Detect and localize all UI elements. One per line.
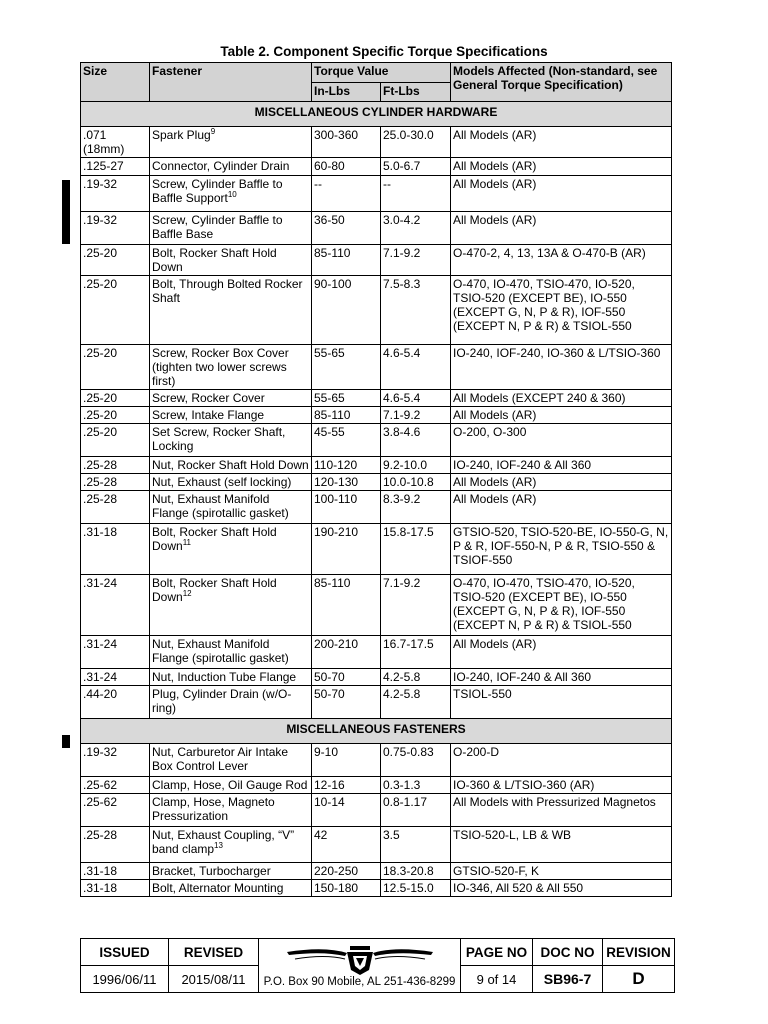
models-cell: All Models (AR) (451, 158, 672, 176)
ft-lbs-cell: 5.0-6.7 (381, 158, 451, 176)
fastener-cell (150, 827, 312, 863)
fastener-text: Bolt, Alternator Mounting (152, 881, 284, 895)
size-cell: .19-32 (81, 212, 150, 245)
size-cell: .25-28 (81, 474, 150, 491)
fastener-cell (150, 474, 312, 491)
in-lbs-cell: 55-65 (312, 390, 381, 407)
fastener-text: Connector, Cylinder Drain (152, 159, 290, 173)
in-lbs-cell: 50-70 (312, 686, 381, 719)
fastener-text: Spark Plug (152, 128, 211, 142)
models-cell: O-200-D (451, 744, 672, 777)
fastener-cell (150, 744, 312, 777)
size-cell: .31-24 (81, 669, 150, 686)
ft-lbs-cell: 7.5-8.3 (381, 276, 451, 345)
table-row (81, 794, 672, 827)
table-row (81, 575, 672, 636)
models-cell: TSIO-520-L, LB & WB (451, 827, 672, 863)
models-cell: All Models (AR) (451, 474, 672, 491)
size-cell: .25-20 (81, 407, 150, 424)
table-row (81, 345, 672, 390)
table-row (81, 636, 672, 669)
size-cell: .31-24 (81, 575, 150, 636)
page-no-label: PAGE NO (461, 939, 533, 966)
fastener-text: Screw, Cylinder Baffle to Baffle Support (152, 177, 283, 205)
in-lbs-cell: 100-110 (312, 491, 381, 524)
table-row (81, 669, 672, 686)
footer-address: P.O. Box 90 Mobile, AL 251-436-8299 (263, 976, 456, 988)
in-lbs-cell: 10-14 (312, 794, 381, 827)
footnote-ref: 11 (182, 538, 191, 547)
fastener-cell (150, 457, 312, 474)
in-lbs-cell: 150-180 (312, 880, 381, 897)
fastener-text: Clamp, Hose, Oil Gauge Rod (152, 778, 308, 792)
size-cell: .19-32 (81, 744, 150, 777)
size-cell: .25-28 (81, 491, 150, 524)
models-cell: IO-346, All 520 & All 550 (451, 880, 672, 897)
ft-lbs-cell: 0.3-1.3 (381, 777, 451, 794)
in-lbs-cell: 45-55 (312, 424, 381, 457)
section-header (81, 102, 672, 127)
ft-lbs-cell: 8.3-9.2 (381, 491, 451, 524)
ft-lbs-cell: 16.7-17.5 (381, 636, 451, 669)
table-row (81, 276, 672, 345)
ft-lbs-cell: 7.1-9.2 (381, 407, 451, 424)
models-cell: O-470-2, 4, 13, 13A & O-470-B (AR) (451, 245, 672, 276)
table-row (81, 744, 672, 777)
in-lbs-cell: 85-110 (312, 245, 381, 276)
table-row (81, 424, 672, 457)
footnote-ref: 9 (210, 127, 216, 136)
section-title: MISCELLANEOUS FASTENERS (81, 719, 672, 744)
ft-lbs-cell: 12.5-15.0 (381, 880, 451, 897)
fastener-cell (150, 390, 312, 407)
header-size: Size (81, 63, 150, 102)
in-lbs-cell: 85-110 (312, 407, 381, 424)
table-title: Table 2. Component Specific Torque Specifications (220, 44, 548, 59)
table-row (81, 212, 672, 245)
table-body (81, 102, 672, 897)
fastener-cell (150, 245, 312, 276)
ft-lbs-cell: 4.6-5.4 (381, 345, 451, 390)
models-cell: All Models (AR) (451, 127, 672, 158)
revision-bar (62, 735, 70, 748)
models-cell: All Models (EXCEPT 240 & 360) (451, 390, 672, 407)
fastener-cell (150, 424, 312, 457)
table-row (81, 827, 672, 863)
ft-lbs-cell: 18.3-20.8 (381, 863, 451, 880)
size-cell: .25-20 (81, 276, 150, 345)
models-cell: GTSIO-520, TSIO-520-BE, IO-550-G, N, P & R, IOF-550-N, P & R, TSIO-550 & TSIOF-550 (451, 524, 672, 575)
header-torque-value: Torque Value (312, 63, 451, 83)
models-cell: IO-240, IOF-240 & All 360 (451, 457, 672, 474)
models-cell: All Models with Pressurized Magnetos (451, 794, 672, 827)
ft-lbs-cell: 4.2-5.8 (381, 669, 451, 686)
fastener-text: Nut, Exhaust (self locking) (152, 475, 292, 489)
size-cell: .31-18 (81, 524, 150, 575)
ft-lbs-cell: 7.1-9.2 (381, 245, 451, 276)
fastener-cell (150, 158, 312, 176)
fastener-text: Plug, Cylinder Drain (w/O-ring) (152, 687, 292, 715)
ft-lbs-cell: 3.0-4.2 (381, 212, 451, 245)
models-cell: TSIOL-550 (451, 686, 672, 719)
fastener-cell (150, 863, 312, 880)
models-cell: All Models (AR) (451, 491, 672, 524)
models-cell: IO-360 & L/TSIO-360 (AR) (451, 777, 672, 794)
in-lbs-cell: 85-110 (312, 575, 381, 636)
issued-label: ISSUED (81, 939, 169, 966)
size-cell: .31-18 (81, 880, 150, 897)
fastener-text: Bracket, Turbocharger (152, 864, 271, 878)
fastener-cell (150, 575, 312, 636)
ft-lbs-cell: 4.6-5.4 (381, 390, 451, 407)
size-cell: .31-18 (81, 863, 150, 880)
fastener-cell (150, 669, 312, 686)
ft-lbs-cell: 25.0-30.0 (381, 127, 451, 158)
revision-bar (62, 180, 70, 244)
ft-lbs-cell: 9.2-10.0 (381, 457, 451, 474)
table-row (81, 474, 672, 491)
table-row (81, 777, 672, 794)
size-cell: .25-28 (81, 457, 150, 474)
ft-lbs-cell: 10.0-10.8 (381, 474, 451, 491)
in-lbs-cell: 36-50 (312, 212, 381, 245)
in-lbs-cell: 110-120 (312, 457, 381, 474)
fastener-text: Bolt, Rocker Shaft Hold Down (152, 525, 277, 553)
size-cell: .071 (18mm) (81, 127, 150, 158)
ft-lbs-cell: 3.5 (381, 827, 451, 863)
fastener-text: Nut, Exhaust Coupling, “V” band clamp (152, 828, 295, 856)
revised-label: REVISED (169, 939, 259, 966)
fastener-text: Clamp, Hose, Magneto Pressurization (152, 795, 275, 823)
ft-lbs-cell: 0.75-0.83 (381, 744, 451, 777)
models-cell: O-470, IO-470, TSIO-470, IO-520, TSIO-520 (EXCEPT BE), IO-550 (EXCEPT G, N, P & R), IOF-550 (EXCEPT N, P & R) & TSIOL-550 (451, 575, 672, 636)
size-cell: .125-27 (81, 158, 150, 176)
fastener-cell (150, 212, 312, 245)
section-title: MISCELLANEOUS CYLINDER HARDWARE (81, 102, 672, 127)
fastener-text: Bolt, Rocker Shaft Hold Down (152, 576, 277, 604)
in-lbs-cell: 300-360 (312, 127, 381, 158)
models-cell: All Models (AR) (451, 212, 672, 245)
header-fastener: Fastener (150, 63, 312, 102)
issued-date: 1996/06/11 (81, 966, 169, 993)
fastener-text: Screw, Cylinder Baffle to Baffle Base (152, 213, 283, 241)
fastener-text: Set Screw, Rocker Shaft, Locking (152, 425, 286, 453)
fastener-cell (150, 880, 312, 897)
table-row (81, 524, 672, 575)
in-lbs-cell: 12-16 (312, 777, 381, 794)
table-row (81, 686, 672, 719)
size-cell: .25-20 (81, 424, 150, 457)
fastener-cell (150, 636, 312, 669)
models-cell: IO-240, IOF-240, IO-360 & L/TSIO-360 (451, 345, 672, 390)
ft-lbs-cell: 0.8-1.17 (381, 794, 451, 827)
size-cell: .25-20 (81, 245, 150, 276)
models-cell: GTSIO-520-F, K (451, 863, 672, 880)
in-lbs-cell: 190-210 (312, 524, 381, 575)
models-cell: O-200, O-300 (451, 424, 672, 457)
ft-lbs-cell: 3.8-4.6 (381, 424, 451, 457)
revision-value: D (603, 966, 675, 993)
fastener-text: Screw, Rocker Box Cover (tighten two lower screws first) (152, 346, 289, 388)
size-cell: .25-20 (81, 345, 150, 390)
in-lbs-cell: 9-10 (312, 744, 381, 777)
ft-lbs-cell: 15.8-17.5 (381, 524, 451, 575)
table-row (81, 245, 672, 276)
doc-no-label: DOC NO (533, 939, 603, 966)
models-cell: IO-240, IOF-240 & All 360 (451, 669, 672, 686)
fastener-cell (150, 276, 312, 345)
ft-lbs-cell: 7.1-9.2 (381, 575, 451, 636)
in-lbs-cell: 55-65 (312, 345, 381, 390)
fastener-cell (150, 176, 312, 212)
fastener-cell (150, 794, 312, 827)
fastener-text: Bolt, Rocker Shaft Hold Down (152, 246, 277, 274)
table-row (81, 390, 672, 407)
size-cell: .25-20 (81, 390, 150, 407)
models-cell: All Models (AR) (451, 176, 672, 212)
continental-logo-icon (285, 944, 435, 976)
fastener-text: Nut, Rocker Shaft Hold Down (152, 458, 309, 472)
models-cell: O-470, IO-470, TSIO-470, IO-520, TSIO-520 (EXCEPT BE), IO-550 (EXCEPT G, N, P & R), IOF-550 (EXCEPT N, P & R) & TSIOL-550 (451, 276, 672, 345)
footnote-ref: 12 (182, 589, 192, 598)
size-cell: .19-32 (81, 176, 150, 212)
size-cell: .25-28 (81, 827, 150, 863)
torque-spec-table (80, 62, 672, 897)
size-cell: .25-62 (81, 794, 150, 827)
section-header (81, 719, 672, 744)
revised-date: 2015/08/11 (169, 966, 259, 993)
fastener-cell (150, 345, 312, 390)
fastener-cell (150, 407, 312, 424)
ft-lbs-cell: 4.2-5.8 (381, 686, 451, 719)
document-footer (80, 938, 675, 993)
fastener-cell (150, 491, 312, 524)
logo-address-cell (259, 939, 461, 993)
models-cell: All Models (AR) (451, 636, 672, 669)
in-lbs-cell: -- (312, 176, 381, 212)
size-cell: .25-62 (81, 777, 150, 794)
fastener-text: Nut, Induction Tube Flange (152, 670, 297, 684)
table-row (81, 127, 672, 158)
footnote-ref: 10 (227, 190, 237, 199)
in-lbs-cell: 42 (312, 827, 381, 863)
doc-number: SB96-7 (533, 966, 603, 993)
fastener-cell (150, 686, 312, 719)
fastener-text: Bolt, Through Bolted Rocker Shaft (152, 277, 303, 305)
fastener-text: Screw, Rocker Cover (152, 391, 265, 405)
table-row (81, 880, 672, 897)
table-row (81, 491, 672, 524)
page-number: 9 of 14 (461, 966, 533, 993)
in-lbs-cell: 220-250 (312, 863, 381, 880)
table-row (81, 407, 672, 424)
table-row (81, 457, 672, 474)
in-lbs-cell: 120-130 (312, 474, 381, 491)
table-row (81, 176, 672, 212)
fastener-text: Nut, Exhaust Manifold Flange (spirotallic gasket) (152, 492, 289, 520)
fastener-cell (150, 524, 312, 575)
size-cell: .44-20 (81, 686, 150, 719)
in-lbs-cell: 200-210 (312, 636, 381, 669)
in-lbs-cell: 60-80 (312, 158, 381, 176)
fastener-cell (150, 127, 312, 158)
models-cell: All Models (AR) (451, 407, 672, 424)
footnote-ref: 13 (214, 841, 223, 850)
table-row (81, 863, 672, 880)
in-lbs-cell: 50-70 (312, 669, 381, 686)
fastener-text: Screw, Intake Flange (152, 408, 265, 422)
size-cell: .31-24 (81, 636, 150, 669)
revision-label: REVISION (603, 939, 675, 966)
header-models-affected: Models Affected (Non-standard, see General Torque Specification) (451, 63, 672, 102)
header-ft-lbs: Ft-Lbs (381, 82, 451, 102)
table-row (81, 158, 672, 176)
ft-lbs-cell: -- (381, 176, 451, 212)
fastener-cell (150, 777, 312, 794)
fastener-text: Nut, Exhaust Manifold Flange (spirotallic gasket) (152, 637, 289, 665)
fastener-text: Nut, Carburetor Air Intake Box Control Lever (152, 745, 289, 773)
in-lbs-cell: 90-100 (312, 276, 381, 345)
header-in-lbs: In-Lbs (312, 82, 381, 102)
